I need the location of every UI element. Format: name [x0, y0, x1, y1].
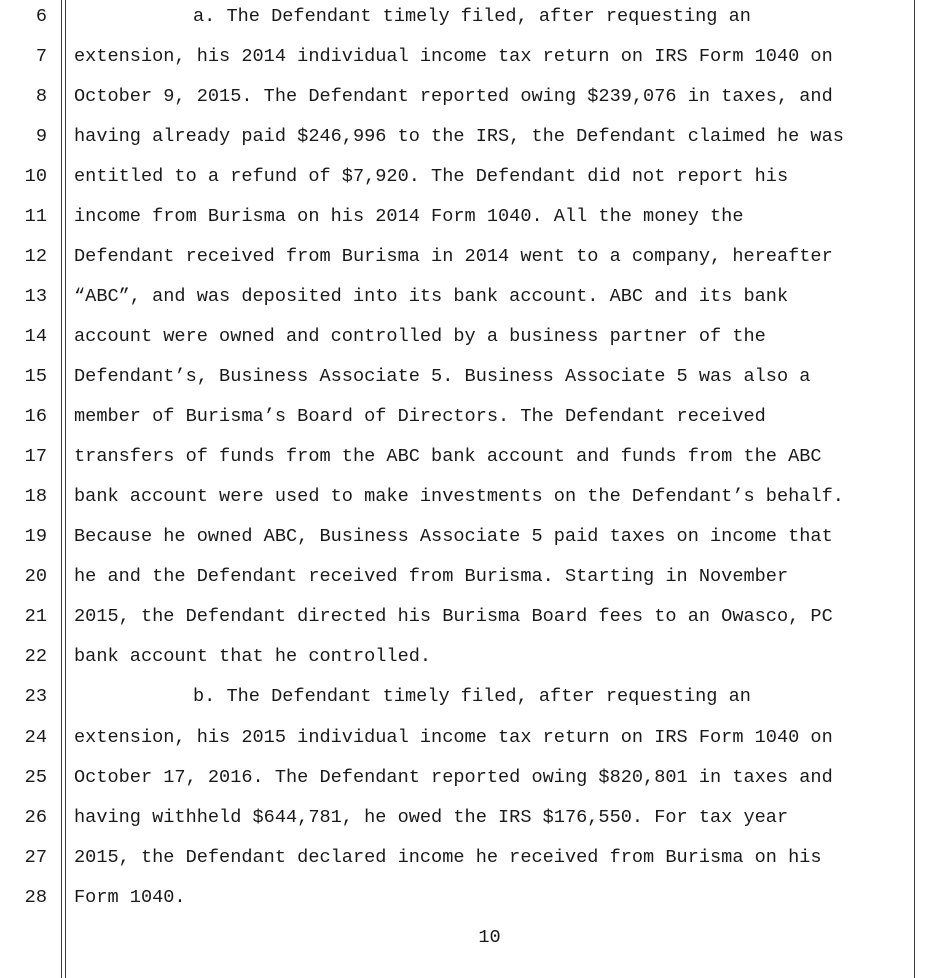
page-number: 10: [478, 927, 501, 948]
text-line: extension, his 2015 individual income tax return on IRS Form 1040 on: [74, 727, 833, 748]
line-number: 13: [24, 286, 47, 307]
line-number: 21: [24, 606, 47, 627]
text-line: account were owned and controlled by a business partner of the: [74, 326, 766, 347]
line-number: 27: [24, 847, 47, 868]
text-line: 2015, the Defendant declared income he received from Burisma on his: [74, 847, 822, 868]
line-number: 14: [24, 326, 47, 347]
text-line: having already paid $246,996 to the IRS, the Defendant claimed he was: [74, 126, 844, 147]
line-number: 17: [24, 446, 47, 467]
line-number: 11: [24, 206, 47, 227]
line-number: 24: [24, 727, 47, 748]
line-number: 7: [35, 46, 47, 67]
text-line: Form 1040.: [74, 887, 186, 908]
text-line: “ABC”, and was deposited into its bank account. ABC and its bank: [74, 286, 789, 307]
text-line: Defendant received from Burisma in 2014 went to a company, hereafter: [74, 246, 833, 267]
left-margin-rule: [61, 0, 62, 978]
text-line: bank account were used to make investments on the Defendant’s behalf.: [74, 486, 844, 507]
text-line: extension, his 2014 individual income tax return on IRS Form 1040 on: [74, 46, 833, 67]
text-line: October 9, 2015. The Defendant reported owing $239,076 in taxes, and: [74, 86, 833, 107]
line-number: 8: [35, 86, 47, 107]
text-line: he and the Defendant received from Burisma. Starting in November: [74, 566, 789, 587]
text-line: having withheld $644,781, he owed the IRS $176,550. For tax year: [74, 807, 789, 828]
right-margin-rule: [914, 0, 915, 978]
text-line: member of Burisma’s Board of Directors. The Defendant received: [74, 406, 766, 427]
line-number: 9: [35, 126, 47, 147]
text-line: Defendant’s, Business Associate 5. Business Associate 5 was also a: [74, 366, 811, 387]
paragraph-a-first-line: a. The Defendant timely filed, after requesting an: [193, 6, 751, 27]
line-number: 16: [24, 406, 47, 427]
text-line: entitled to a refund of $7,920. The Defendant did not report his: [74, 166, 789, 187]
text-line: 2015, the Defendant directed his Burisma Board fees to an Owasco, PC: [74, 606, 833, 627]
text-line: Because he owned ABC, Business Associate 5 paid taxes on income that: [74, 526, 833, 547]
line-number: 6: [35, 6, 47, 27]
line-number: 28: [24, 887, 47, 908]
line-number: 22: [24, 646, 47, 667]
text-line: October 17, 2016. The Defendant reported owing $820,801 in taxes and: [74, 767, 833, 788]
line-number: 12: [24, 246, 47, 267]
line-number: 26: [24, 807, 47, 828]
line-number: 23: [24, 686, 47, 707]
text-line: income from Burisma on his 2014 Form 1040. All the money the: [74, 206, 744, 227]
paragraph-b-first-line: b. The Defendant timely filed, after requesting an: [193, 686, 751, 707]
left-margin-rule-inner: [65, 0, 66, 978]
line-number: 15: [24, 366, 47, 387]
line-number: 20: [24, 566, 47, 587]
line-number: 10: [24, 166, 47, 187]
text-line: transfers of funds from the ABC bank account and funds from the ABC: [74, 446, 822, 467]
line-number: 18: [24, 486, 47, 507]
line-number: 25: [24, 767, 47, 788]
text-line: bank account that he controlled.: [74, 646, 432, 667]
line-number: 19: [24, 526, 47, 547]
